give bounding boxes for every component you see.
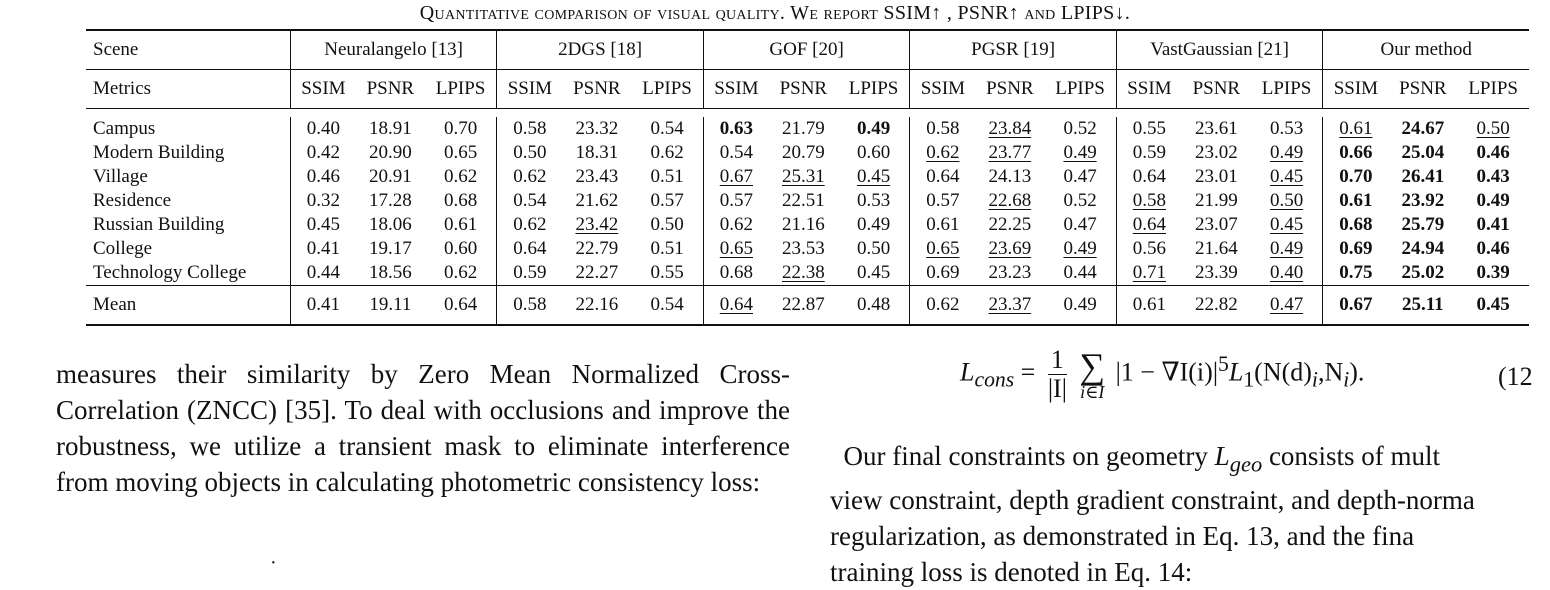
value-cell: 18.06 (368, 214, 412, 235)
method-header: Neuralangelo [13] (290, 30, 497, 70)
value-cell: 0.49 (1269, 238, 1304, 259)
value-cell: 0.69 (910, 261, 976, 286)
value-cell: 0.65 (703, 237, 769, 261)
value-cell: 0.51 (650, 166, 684, 187)
value-cell: 0.52 (1063, 118, 1097, 139)
value-cell: 25.04 (1401, 142, 1445, 163)
value-cell: 0.50 (1476, 118, 1510, 139)
right-column (830, 438, 1550, 590)
value-cell: 22.87 (769, 286, 838, 326)
metric-header: PSNR (769, 70, 838, 109)
value-cell: 23.01 (1194, 166, 1238, 187)
method-header: PGSR [19] (910, 30, 1117, 70)
value-cell: 0.54 (650, 118, 684, 139)
method-header: VastGaussian [21] (1116, 30, 1323, 70)
value-cell: 0.60 (856, 142, 891, 163)
right-line-1-post: consists of mult (1262, 441, 1440, 471)
value-cell: 0.39 (1476, 262, 1510, 283)
right-line-4: training loss is denoted in Eq. 14: (830, 557, 1193, 588)
value-cell: 21.99 (1194, 190, 1238, 211)
scene-cell: Campus (93, 118, 156, 139)
value-cell: 0.62 (910, 141, 976, 165)
eq-close: ). (1349, 357, 1365, 387)
value-cell: 0.70 (443, 118, 478, 139)
value-cell: 22.68 (988, 190, 1032, 211)
value-cell: 0.53 (1269, 118, 1304, 139)
value-cell: 0.40 (1269, 262, 1304, 283)
eq-sum (1079, 345, 1106, 402)
table-row (86, 117, 1529, 141)
table-row (86, 213, 1529, 237)
value-cell: 18.91 (368, 118, 412, 139)
value-cell: 0.56 (1116, 237, 1182, 261)
value-cell: 24.67 (1401, 118, 1445, 139)
eq-args-tail: ,N (1317, 357, 1344, 387)
value-cell: 0.49 (1476, 190, 1510, 211)
value-cell: 0.68 (1323, 213, 1389, 237)
header-row-methods (86, 30, 1529, 70)
value-cell: 0.41 (1476, 214, 1510, 235)
metric-header: LPIPS (631, 70, 703, 109)
value-cell: 0.60 (443, 238, 478, 259)
metric-header: SSIM (1323, 70, 1389, 109)
spacer-row (86, 109, 1529, 118)
value-cell: 0.49 (856, 118, 891, 139)
eq-lhs: L (960, 357, 975, 387)
value-cell: 0.68 (443, 190, 478, 211)
value-cell: 0.50 (1269, 190, 1304, 211)
spacer-cell (86, 109, 1529, 118)
scene-cell: College (93, 238, 153, 259)
value-cell: 0.45 (856, 166, 891, 187)
eq-loss-sub: 1 (1243, 367, 1255, 392)
value-cell: 23.77 (988, 142, 1032, 163)
eq-lhs-sub: cons (974, 367, 1015, 392)
value-cell: 0.50 (856, 238, 891, 259)
value-cell: 21.62 (575, 190, 619, 211)
eq-fraction (1048, 346, 1067, 403)
value-cell: 0.62 (497, 165, 563, 189)
value-cell: 0.54 (497, 189, 563, 213)
eq-args-tail-sub: i (1343, 367, 1350, 392)
value-cell: 0.55 (650, 262, 684, 283)
metric-header: PSNR (562, 70, 631, 109)
value-cell: 25.02 (1401, 262, 1445, 283)
value-cell: 0.45 (290, 213, 356, 237)
right-line-1-pre: Our final constraints on geometry (843, 441, 1215, 471)
metric-header: SSIM (1116, 70, 1182, 109)
value-cell: 22.38 (781, 262, 825, 283)
eq-args-sub: i (1311, 367, 1318, 392)
value-cell: 0.62 (443, 262, 478, 283)
metric-header: SSIM (703, 70, 769, 109)
value-cell: 0.68 (703, 261, 769, 286)
eq-sum-symbol: ∑ (1079, 345, 1106, 386)
value-cell: 23.92 (1401, 190, 1445, 211)
value-cell: 20.79 (781, 142, 825, 163)
header-row-metrics (86, 70, 1529, 109)
value-cell: 0.63 (703, 117, 769, 141)
value-cell: 0.59 (1116, 141, 1182, 165)
value-cell: 22.82 (1182, 286, 1251, 326)
geo-var: L (1214, 441, 1230, 471)
value-cell: 24.94 (1401, 238, 1445, 259)
value-cell: 0.58 (497, 117, 563, 141)
scene-cell: Modern Building (93, 142, 225, 163)
value-cell: 0.67 (1323, 286, 1389, 326)
value-cell: 22.27 (575, 262, 619, 283)
value-cell: 23.84 (988, 118, 1032, 139)
metric-header: PSNR (356, 70, 425, 109)
value-cell: 0.71 (1116, 261, 1182, 286)
table-row (86, 141, 1529, 165)
scene-cell: Residence (93, 190, 172, 211)
geo-var-sub: geo (1229, 451, 1263, 477)
value-cell: 0.45 (1269, 166, 1304, 187)
value-cell: 23.53 (781, 238, 825, 259)
scene-cell: Technology College (93, 262, 247, 283)
eq-sum-sub: i∈I (1080, 381, 1105, 402)
eq-loss: L (1228, 357, 1244, 387)
value-cell: 0.46 (1476, 238, 1510, 259)
value-cell: 19.11 (356, 286, 425, 326)
value-cell: 0.47 (1251, 286, 1323, 326)
table-row (86, 286, 1529, 326)
value-cell: 0.46 (1476, 142, 1510, 163)
value-cell: 0.48 (838, 286, 910, 326)
metric-header: SSIM (290, 70, 356, 109)
value-cell: 21.16 (781, 214, 825, 235)
value-cell: 21.64 (1194, 238, 1238, 259)
value-cell: 20.90 (368, 142, 412, 163)
value-cell: 0.49 (1063, 142, 1097, 163)
value-cell: 17.28 (368, 190, 412, 211)
value-cell: 0.54 (631, 286, 703, 326)
value-cell: 0.47 (1063, 214, 1097, 235)
value-cell: 0.61 (1323, 189, 1389, 213)
value-cell: 0.43 (1476, 166, 1510, 187)
value-cell: 0.64 (497, 237, 563, 261)
value-cell: 0.49 (1063, 238, 1097, 259)
table-caption: Quantitative comparison of visual quality. We report SSIM↑ , PSNR↑ and LPIPS↓. (419, 2, 1131, 24)
right-line-1 (830, 438, 1550, 482)
eq-args: (N(d) (1254, 357, 1312, 387)
value-cell: 22.79 (575, 238, 619, 259)
scene-cell: Russian Building (93, 214, 225, 235)
metric-header: LPIPS (1044, 70, 1116, 109)
value-cell: 19.17 (368, 238, 412, 259)
value-cell: 0.58 (1116, 189, 1182, 213)
value-cell: 0.53 (856, 190, 891, 211)
table-row (86, 261, 1529, 286)
value-cell: 0.51 (650, 238, 684, 259)
metric-header: LPIPS (1457, 70, 1529, 109)
metrics-header: Metrics (86, 70, 290, 109)
eq-power: 5 (1218, 351, 1229, 376)
value-cell: 0.45 (1457, 286, 1529, 326)
table-row (86, 165, 1529, 189)
eq-body: |1 − ∇I(i)| (1115, 357, 1219, 387)
value-cell: 23.32 (575, 118, 619, 139)
value-cell: 23.43 (575, 166, 619, 187)
value-cell: 0.45 (856, 262, 891, 283)
value-cell: 0.46 (290, 165, 356, 189)
equation-number: (12 (1498, 362, 1533, 391)
value-cell: 0.41 (290, 237, 356, 261)
value-cell: 25.31 (781, 166, 825, 187)
value-cell: 25.11 (1388, 286, 1457, 326)
value-cell: 0.57 (703, 189, 769, 213)
metric-header: SSIM (497, 70, 563, 109)
value-cell: 26.41 (1401, 166, 1445, 187)
value-cell: 23.02 (1194, 142, 1238, 163)
value-cell: 24.13 (988, 166, 1032, 187)
value-cell: 0.55 (1116, 117, 1182, 141)
value-cell: 0.64 (1116, 213, 1182, 237)
value-cell: 0.61 (910, 213, 976, 237)
metric-header: PSNR (1182, 70, 1251, 109)
value-cell: 0.69 (1323, 237, 1389, 261)
value-cell: 0.44 (290, 261, 356, 286)
equation-fragment: · (270, 552, 277, 574)
value-cell: 0.57 (910, 189, 976, 213)
left-column (56, 356, 790, 500)
value-cell: 0.65 (910, 237, 976, 261)
value-cell: 0.49 (1269, 142, 1304, 163)
value-cell: 0.50 (497, 141, 563, 165)
value-cell: 0.58 (910, 117, 976, 141)
method-header: GOF [20] (703, 30, 910, 70)
value-cell: 23.23 (988, 262, 1032, 283)
eq-frac-num: 1 (1048, 346, 1067, 375)
value-cell: 0.70 (1323, 165, 1389, 189)
value-cell: 0.61 (1116, 286, 1182, 326)
value-cell: 0.52 (1063, 190, 1097, 211)
method-header: Our method (1323, 30, 1529, 70)
table-row (86, 189, 1529, 213)
metric-header: LPIPS (1251, 70, 1323, 109)
metric-header: PSNR (1388, 70, 1457, 109)
value-cell: 23.69 (988, 238, 1032, 259)
value-cell: 0.64 (425, 286, 497, 326)
scene-header: Scene (86, 30, 290, 70)
value-cell: 0.62 (497, 213, 563, 237)
value-cell: 22.25 (988, 214, 1032, 235)
value-cell: 0.40 (290, 117, 356, 141)
metric-header: LPIPS (425, 70, 497, 109)
value-cell: 22.51 (781, 190, 825, 211)
value-cell: 21.79 (781, 118, 825, 139)
value-cell: 0.66 (1323, 141, 1389, 165)
metric-header: SSIM (910, 70, 976, 109)
value-cell: 0.49 (1044, 286, 1116, 326)
value-cell: 23.39 (1194, 262, 1238, 283)
value-cell: 0.42 (290, 141, 356, 165)
value-cell: 0.41 (290, 286, 356, 326)
value-cell: 0.32 (290, 189, 356, 213)
value-cell: 20.91 (368, 166, 412, 187)
value-cell: 0.49 (856, 214, 891, 235)
value-cell: 22.16 (562, 286, 631, 326)
table-row (86, 237, 1529, 261)
method-header: 2DGS [18] (497, 30, 704, 70)
value-cell: 0.61 (443, 214, 478, 235)
value-cell: 0.62 (910, 286, 976, 326)
value-cell: 0.75 (1323, 261, 1389, 286)
results-table (86, 29, 1529, 326)
value-cell: 0.61 (1323, 117, 1389, 141)
value-cell: 0.47 (1063, 166, 1097, 187)
value-cell: 0.44 (1063, 262, 1097, 283)
scene-cell: Village (93, 166, 148, 187)
value-cell: 0.64 (1116, 165, 1182, 189)
value-cell: 0.62 (443, 166, 478, 187)
right-line-2: view constraint, depth gradient constraint, and depth-norma (830, 485, 1475, 516)
value-cell: 18.31 (575, 142, 619, 163)
value-cell: 0.67 (703, 165, 769, 189)
value-cell: 0.45 (1269, 214, 1304, 235)
left-paragraph: measures their similarity by Zero Mean Normalized Cross-Correlation (ZNCC) [35]. To deal with occlusions and improve the robustness, we utilize a transient mask to eliminate interference from moving objects in calculating photometric consistency loss: (56, 359, 790, 497)
value-cell: 0.54 (703, 141, 769, 165)
value-cell: 0.62 (703, 213, 769, 237)
metric-header: LPIPS (838, 70, 910, 109)
value-cell: 23.42 (575, 214, 619, 235)
equation-12 (960, 346, 1364, 403)
value-cell: 0.50 (650, 214, 684, 235)
value-cell: 0.57 (650, 190, 684, 211)
value-cell: 0.64 (703, 286, 769, 326)
value-cell: 23.07 (1194, 214, 1238, 235)
value-cell: 25.79 (1401, 214, 1445, 235)
value-cell: 23.37 (975, 286, 1044, 326)
value-cell: 18.56 (368, 262, 412, 283)
eq-frac-den: |I| (1047, 374, 1067, 403)
eq-equals: = (1020, 357, 1036, 387)
metric-header: PSNR (975, 70, 1044, 109)
scene-cell: Mean (86, 286, 290, 326)
value-cell: 0.62 (650, 142, 684, 163)
value-cell: 0.64 (910, 165, 976, 189)
value-cell: 0.65 (443, 142, 478, 163)
value-cell: 23.61 (1194, 118, 1238, 139)
value-cell: 0.59 (497, 261, 563, 286)
right-line-3: regularization, as demonstrated in Eq. 13, and the fina (830, 521, 1415, 552)
value-cell: 0.58 (497, 286, 563, 326)
